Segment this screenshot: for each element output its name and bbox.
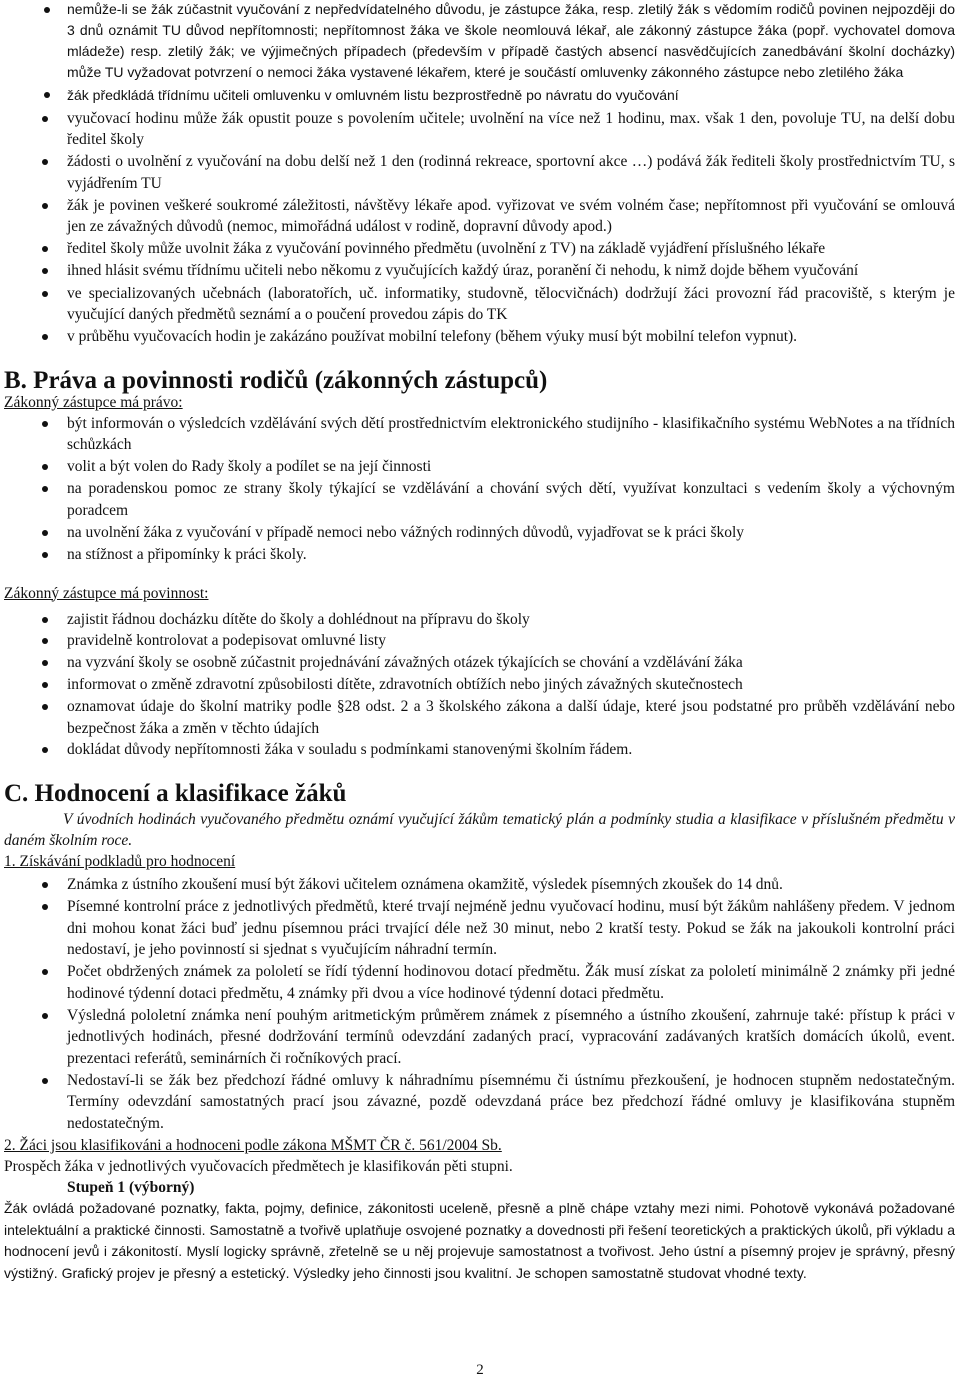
list-item: v průběhu vyučovacích hodin je zakázáno používat mobilní telefony (během výuky musí být mobilní telefon vypnut).	[4, 326, 955, 348]
subsection-2-text: Prospěch žáka v jednotlivých vyučovacích předmětech je klasifikován pěti stupni.	[4, 1157, 513, 1175]
section-b-heading: B. Práva a povinnosti rodičů (zákonných zástupců)	[4, 366, 548, 394]
list-item: žák předkládá třídnímu učiteli omluvenku v omluvném listu bezprostředně po návratu do vyučování	[4, 85, 955, 106]
list-item: žádosti o uvolnění z vyučování na dobu delší než 1 den (rodinná rekreace, sportovní akce …) podává žák řediteli školy prostřednictvím TU, s vyjádřením TU	[4, 151, 955, 194]
list-item: ve specializovaných učebnách (laboratořích, uč. informatiky, studovně, tělocvičnách) dodržují žáci provozní řád pracoviště, s kterým je vyučující daných předmětů seznámí a o poučení provedou zápis do TK	[4, 283, 955, 326]
rights-label: Zákonný zástupce má právo:	[4, 393, 183, 411]
section-c-intro	[4, 809, 955, 851]
section-c-heading: C. Hodnocení a klasifikace žáků	[4, 779, 347, 807]
list-item: Písemné kontrolní práce z jednotlivých předmětů, které trvají nejméně jednu vyučovací hodinu, musí být žákům nahlášeny předem. V jednom dni mohou konat žáci buď jednu písemnou práci trvající déle než 30 minut, nebo 2 kratší testy. Pokud se žák na jakoukoli kontrolní práci nedostaví, je jeho povinností si sjednat s vyučujícím náhradní termín.	[4, 896, 955, 961]
list-item: Výsledná pololetní známka není pouhým aritmetickým průměrem známek z písemného a ústního zkoušení, zahrnuje také: přístup k práci v jednotlivých hodinách, přesné dodržování termínů odevzdání zadaných prací, vypracování zadávaných kratších domácích úkolů, event. prezentaci referátů, seminárních či ročníkových prací.	[4, 1005, 955, 1070]
list-item: být informován o výsledcích vzdělávání svých dětí prostřednictvím elektronického studijního - klasifikačního systému WebNotes a na třídních schůzkách	[4, 413, 955, 456]
attendance-rules-list-top	[4, 0, 955, 106]
attendance-rules-list	[4, 108, 955, 348]
list-item: na stížnost a připomínky k práci školy.	[4, 544, 955, 566]
subsection-1-title: 1. Získávání podkladů pro hodnocení	[4, 852, 236, 870]
duties-list	[4, 609, 955, 761]
rights-list	[4, 413, 955, 566]
grade-1-text: Žák ovládá požadované poznatky, fakta, pojmy, definice, zákonitosti uceleně, přesně a plně chápe vztahy mezi nimi. Pohotově vykonává požadované intelektuální a praktické činnosti. Samostatně a tvořivě uplatňuje osvojené poznatky a dovednosti při řešení teoretických a praktických úkolů, při výkladu a hodnocení jevů i zákonitostí. Myslí logicky správně, zřetelně se u něj projevuje samostatnost a tvořivost. Jeho ústní a písemný projev je správný, přesný výstižný. Grafický projev je přesný a estetický. Výsledky jeho činnosti jsou kvalitní. Je schopen samostatně studovat vhodné texty.	[4, 1199, 955, 1281]
list-item: oznamovat údaje do školní matriky podle §28 odst. 2 a 3 školského zákona a další údaje, které jsou podstatné pro průběh vzdělávání nebo bezpečnost žáka a změn v těchto údajích	[4, 696, 955, 739]
duties-label: Zákonný zástupce má povinnost:	[4, 584, 209, 602]
subsection-2-title: 2. Žáci jsou klasifikováni a hodnoceni podle zákona MŠMT ČR č. 561/2004 Sb.	[4, 1136, 502, 1154]
grade-1-title: Stupeň 1 (výborný)	[67, 1178, 195, 1196]
list-item: ředitel školy může uvolnit žáka z vyučování povinného předmětu (uvolnění z TV) na základě vyjádření příslušného lékaře	[4, 238, 955, 260]
list-item: vyučovací hodinu může žák opustit pouze s povolením učitele; uvolnění na více než 1 hodinu, max. však 1 den, povoluje TU, na delší dobu ředitel školy	[4, 108, 955, 151]
assessment-list	[4, 874, 955, 1134]
list-item: ihned hlásit svému třídnímu učiteli nebo někomu z vyučujících každý úraz, poranění či nehodu, k nimž dojde během vyučování	[4, 260, 955, 282]
list-item: volit a být volen do Rady školy a podílet se na její činnosti	[4, 456, 955, 478]
list-item: na vyzvání školy se osobně zúčastnit projednávání závažných otázek týkajících se chování a vzdělávání žáka	[4, 652, 955, 674]
list-item: pravidelně kontrolovat a podepisovat omluvné listy	[4, 630, 955, 652]
list-item: Počet obdržených známek za pololetí se řídí týdenní hodinovou dotací předmětu. Žák musí získat za pololetí minimálně 2 známky při jedné hodinové týdenní dotaci předmětu, 4 známky při dvou a více hodinové týdenní dotaci předmětu.	[4, 961, 955, 1004]
list-item: Známka z ústního zkoušení musí být žákovi učitelem oznámena okamžitě, výsledek písemných zkoušek do 14 dnů.	[4, 874, 955, 896]
list-item: na uvolnění žáka z vyučování v případě nemoci nebo vážných rodinných důvodů, vyjadřovat se k práci školy	[4, 522, 955, 544]
list-item: dokládat důvody nepřítomnosti žáka v souladu s podmínkami stanovenými školním řádem.	[4, 739, 955, 761]
list-item: Nedostaví-li se žák bez předchozí řádné omluvy k náhradnímu písemnému či ústnímu přezkoušení, je hodnocen stupněm nedostatečným. Termíny odevzdání samostatných prací jsou závazné, pozdě odevzdaná práce bez předchozí řádné omluvy je klasifikována stupněm nedostatečným.	[4, 1070, 955, 1135]
list-item: zajistit řádnou docházku dítěte do školy a dohlédnout na přípravu do školy	[4, 609, 955, 631]
list-item: informovat o změně zdravotní způsobilosti dítěte, zdravotních obtížích nebo jiných závažných skutečnostech	[4, 674, 955, 696]
page-number: 2	[476, 1362, 484, 1378]
intro-text: V úvodních hodinách vyučovaného předmětu oznámí vyučující žákům tematický plán a podmínky studia a klasifikace v příslušném předmětu v daném školním roce.	[4, 810, 955, 849]
list-item: na poradenskou pomoc ze strany školy týkající se vzdělávání a chování svých dětí, využívat konzultaci s vedením školy a výchovným poradcem	[4, 478, 955, 521]
list-item: žák je povinen veškeré soukromé záležitosti, návštěvy lékaře apod. vyřizovat ve svém volném čase; nepřítomnost při vyučování se omlouvá jen ze závažných důvodů (nemoc, mimořádná událost v rodině, dopravní důvody apod.)	[4, 195, 955, 238]
list-item: nemůže-li se žák zúčastnit vyučování z nepředvídatelného důvodu, je zástupce žáka, resp. zletilý žák s vědomím rodičů povinen nejpozději do 3 dnů oznámit TU důvod nepřítomnosti; nepřítomnost žáka ve škole neomlouvá lékař, ale zákonný zástupce žáka (popř. vychovatel domova mládeže) resp. zletilý žák; ve výjimečných případech (především v případě častých absencí nasvědčujících zanedbávání školní docházky) může TU vyžadovat potvrzení o nemoci žáka vystavené lékařem, které je součástí omluvenky zákonného zástupce nebo zletilého žáka	[4, 0, 955, 83]
